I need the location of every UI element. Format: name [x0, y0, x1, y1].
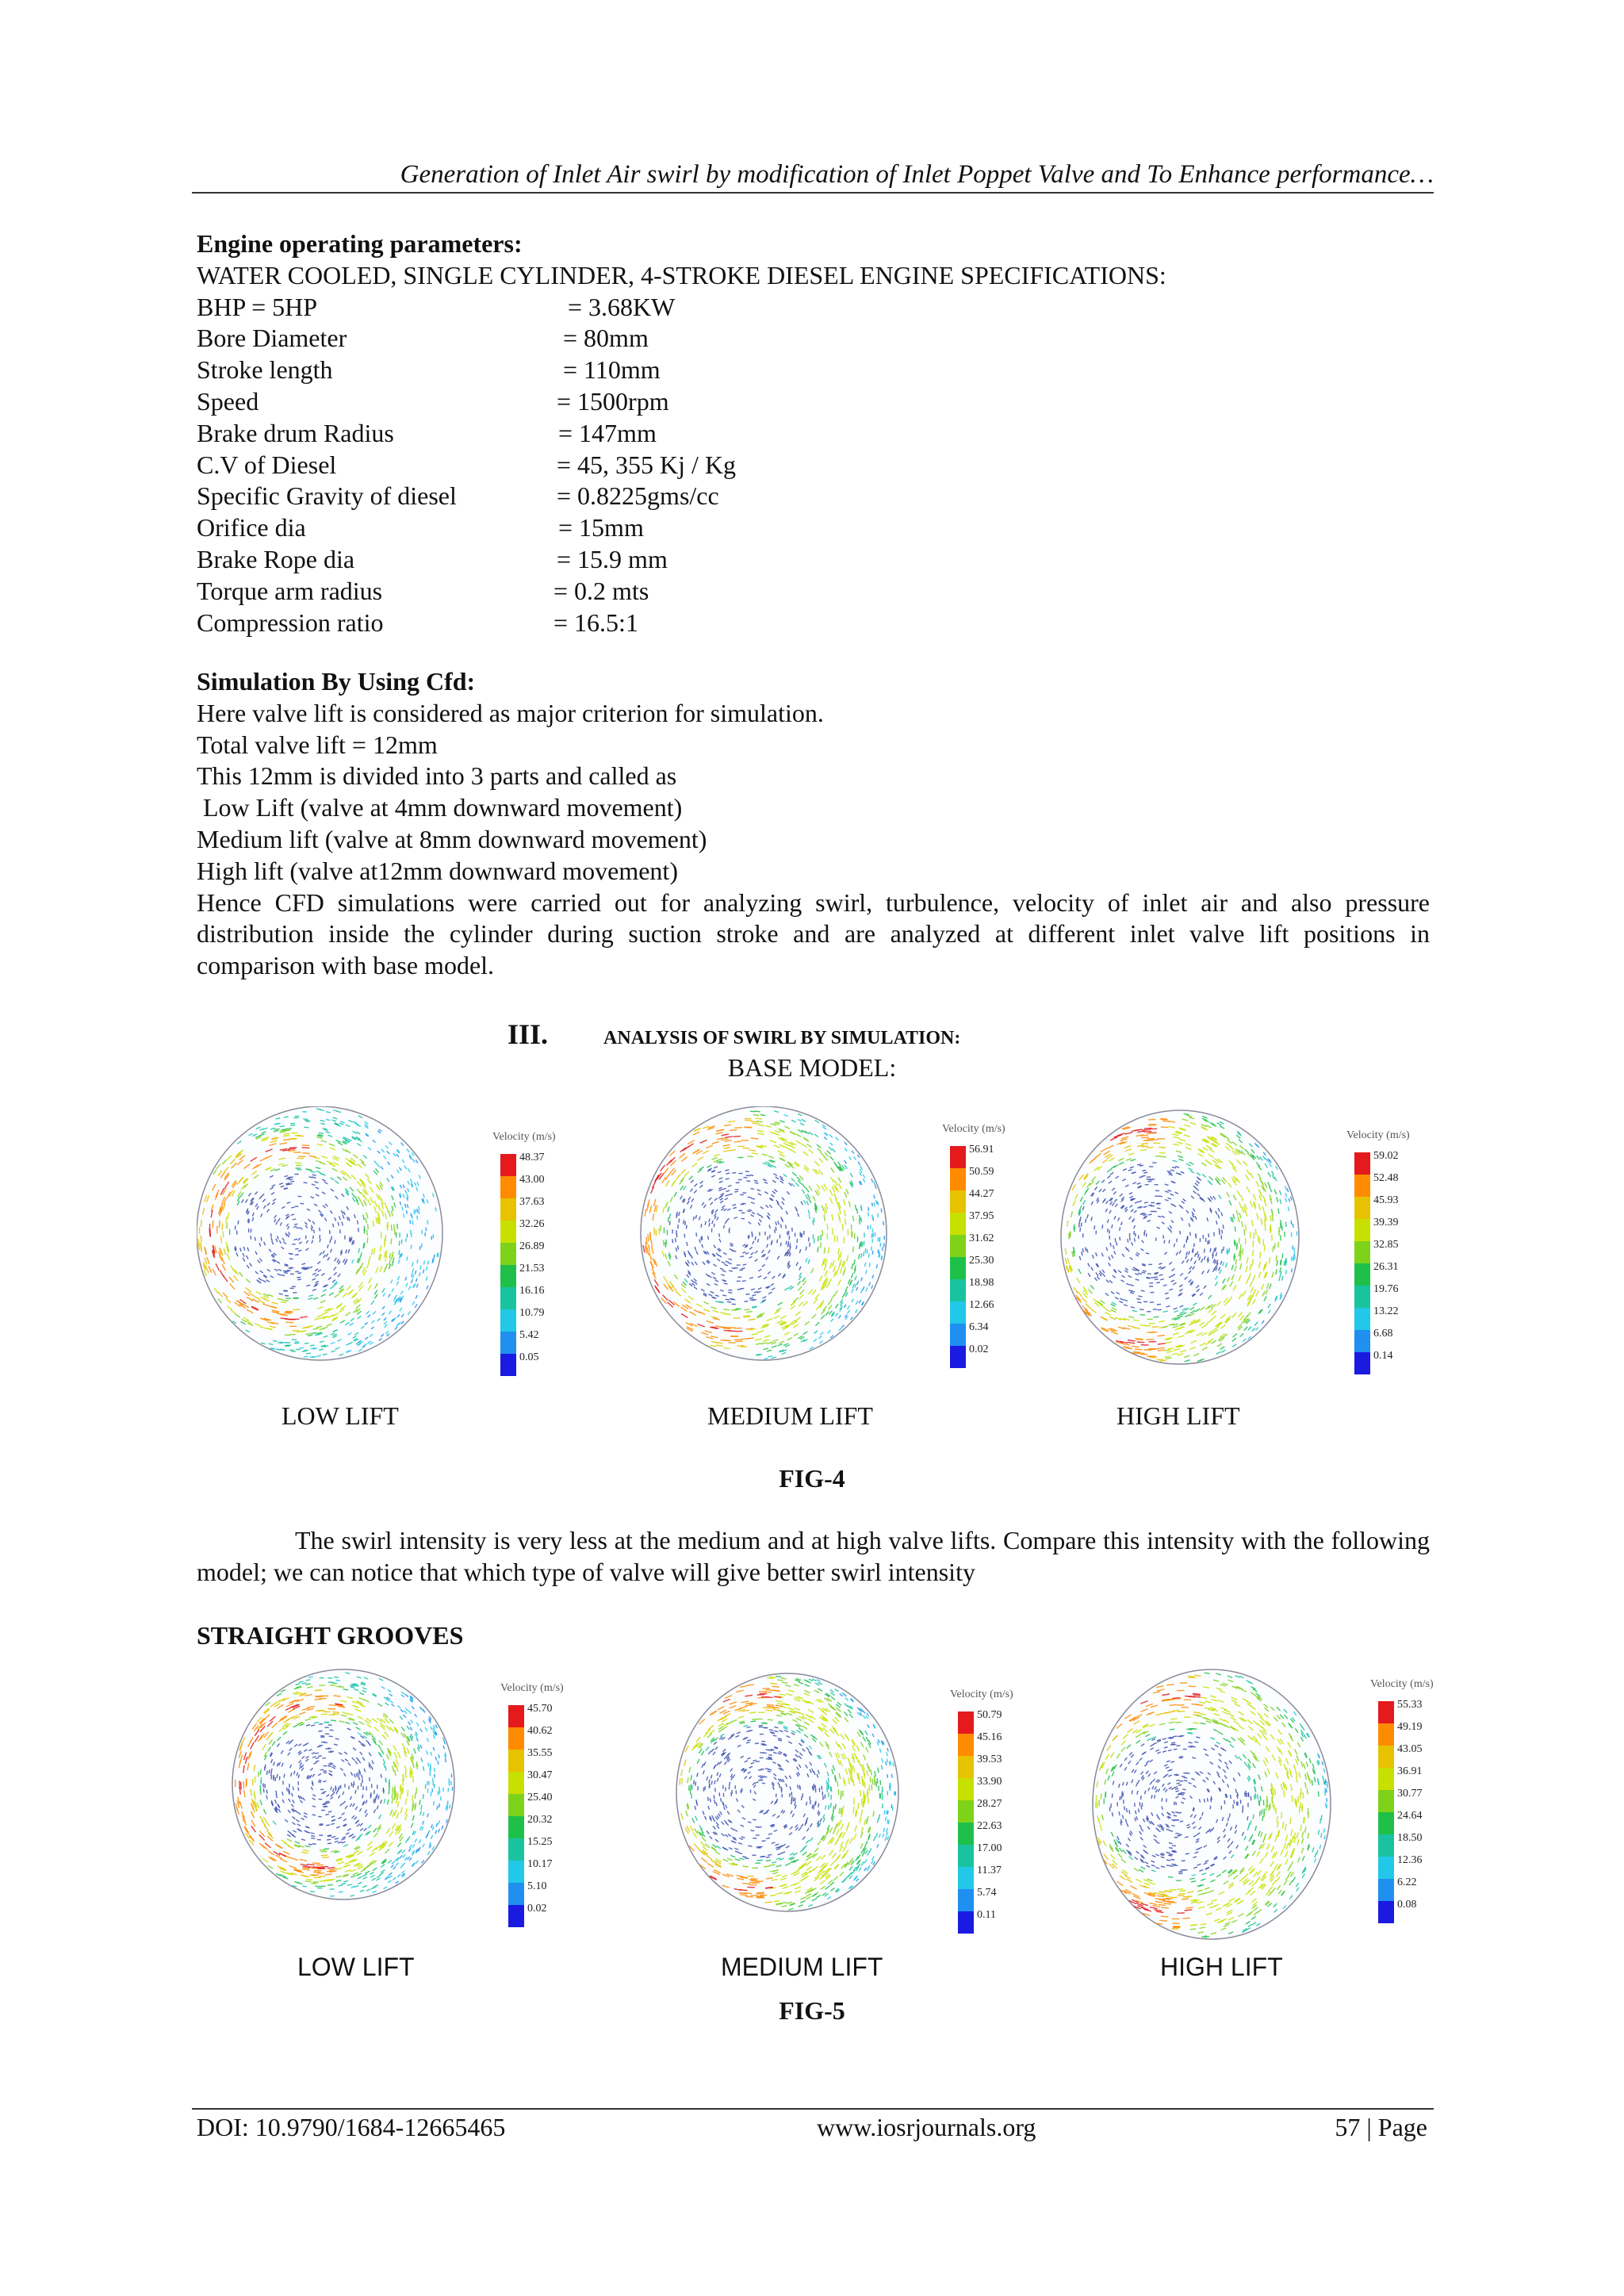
spec-row — [197, 544, 1430, 576]
legend-tick: 30.47 — [527, 1769, 553, 1781]
legend-swatch — [508, 1705, 524, 1727]
figure-4-images — [197, 1106, 1434, 1392]
spec-label: BHP = 5HP — [197, 292, 318, 321]
engine-heading: Engine operating parameters: — [197, 229, 523, 258]
legend-swatch — [958, 1711, 974, 1734]
legend-tick: 45.16 — [977, 1731, 1002, 1743]
spec-list — [197, 292, 1430, 639]
legend-swatch — [500, 1154, 516, 1176]
legend-tick: 33.90 — [977, 1776, 1002, 1788]
spec-label: Bore Diameter — [197, 324, 347, 353]
legend-tick: 50.59 — [969, 1166, 994, 1178]
legend-swatch — [1378, 1834, 1394, 1857]
legend-swatch — [950, 1346, 966, 1368]
legend-tick: 43.05 — [1397, 1743, 1423, 1755]
legend-tick: 40.62 — [527, 1725, 553, 1737]
legend-swatch — [1378, 1723, 1394, 1746]
legend-tick: 11.37 — [977, 1865, 1002, 1876]
fig5-plot-0 — [232, 1669, 564, 1927]
legend-swatch — [1354, 1241, 1370, 1263]
legend-swatch — [500, 1332, 516, 1354]
legend-swatch — [508, 1883, 524, 1905]
spec-row — [197, 512, 1430, 544]
spec-value: = 16.5:1 — [553, 608, 638, 637]
legend-swatch — [508, 1750, 524, 1772]
legend-tick: 0.08 — [1397, 1899, 1417, 1911]
legend-swatch — [1354, 1197, 1370, 1219]
legend-swatch — [1378, 1768, 1394, 1790]
legend-tick: 32.26 — [519, 1218, 545, 1230]
legend-swatch — [1378, 1701, 1394, 1723]
legend-tick: 43.00 — [519, 1174, 545, 1186]
legend-tick: 24.64 — [1397, 1810, 1423, 1822]
legend-tick: 12.36 — [1397, 1854, 1423, 1866]
legend-swatch — [1378, 1790, 1394, 1812]
fig4-plot-2 — [1061, 1110, 1410, 1374]
legend-tick: 28.27 — [977, 1798, 1002, 1810]
legend-swatch — [950, 1257, 966, 1279]
sim-paragraph-line: comparison with base model. — [197, 951, 495, 980]
sim-line: Here valve lift is considered as major criterion for simulation. — [197, 698, 824, 727]
fig4-caption: FIG-4 — [779, 1464, 845, 1493]
legend-tick: 0.02 — [527, 1903, 547, 1915]
legend-swatch — [1378, 1879, 1394, 1901]
legend-tick: 26.31 — [1373, 1261, 1399, 1273]
subtitle-text: BASE MODEL: — [727, 1053, 897, 1082]
legend-swatch — [950, 1168, 966, 1190]
velocity-legend — [942, 1123, 1005, 1368]
base-model-subtitle — [0, 1053, 1624, 1083]
legend-swatch — [508, 1838, 524, 1861]
spec-label: Orifice dia — [197, 513, 306, 542]
legend-swatch — [1378, 1857, 1394, 1879]
legend-tick: 31.62 — [969, 1232, 994, 1244]
spec-value: = 110mm — [563, 355, 661, 385]
simulation-heading: Simulation By Using Cfd: — [197, 667, 476, 696]
fig4-label-medium: MEDIUM LIFT — [707, 1401, 873, 1430]
legend-tick: 15.25 — [527, 1836, 553, 1848]
legend-tick: 55.33 — [1397, 1699, 1423, 1711]
legend-tick: 6.22 — [1397, 1876, 1417, 1888]
running-title: Generation of Inlet Air swirl by modification of Inlet Poppet Valve and To Enhance performance… — [400, 160, 1434, 189]
spec-row — [197, 481, 1430, 512]
fig4-svg — [197, 1106, 1434, 1392]
spec-value: = 80mm — [563, 324, 649, 353]
fig5-plot-1 — [676, 1673, 1013, 1934]
spec-value: = 147mm — [558, 418, 657, 447]
fig5-label-high: HIGH LIFT — [1160, 1953, 1283, 1981]
legend-tick: 56.91 — [969, 1144, 994, 1156]
sim-line: High lift (valve at12mm downward movement) — [197, 856, 678, 885]
legend-swatch — [508, 1861, 524, 1883]
legend-tick: 17.00 — [977, 1842, 1002, 1854]
legend-swatch — [500, 1176, 516, 1198]
spec-row — [197, 418, 1430, 450]
fig5-svg — [197, 1665, 1434, 1951]
legend-tick: 13.22 — [1373, 1305, 1399, 1317]
legend-tick: 50.79 — [977, 1709, 1002, 1721]
legend-swatch — [958, 1889, 974, 1911]
engine-parameters-section — [197, 228, 1430, 638]
legend-tick: 0.14 — [1373, 1350, 1393, 1362]
footer-website: www.iosrjournals.org — [817, 2113, 1036, 2141]
legend-tick: 48.37 — [519, 1152, 545, 1163]
legend-tick: 0.11 — [977, 1909, 996, 1921]
footer-doi: DOI: 10.9790/1684-12665465 — [197, 2113, 506, 2141]
legend-title: Velocity (m/s) — [950, 1688, 1013, 1700]
legend-tick: 45.93 — [1373, 1194, 1399, 1206]
legend-tick: 37.63 — [519, 1196, 545, 1208]
legend-tick: 39.53 — [977, 1754, 1002, 1765]
legend-tick: 25.30 — [969, 1255, 994, 1267]
legend-swatch — [950, 1190, 966, 1213]
legend-swatch — [1378, 1901, 1394, 1923]
spec-label: Stroke length — [197, 355, 333, 385]
figure-5-images — [197, 1665, 1434, 1951]
legend-swatch — [950, 1279, 966, 1301]
spec-value: = 0.8225gms/cc — [557, 481, 719, 511]
fig5-plot-2 — [1093, 1669, 1434, 1939]
legend-swatch — [500, 1287, 516, 1309]
legend-tick: 16.16 — [519, 1285, 545, 1297]
spec-value: = 0.2 mts — [553, 576, 649, 605]
legend-tick: 6.68 — [1373, 1328, 1393, 1340]
legend-tick: 37.95 — [969, 1210, 994, 1222]
swirl-paragraph: The swirl intensity is very less at the medium and at high valve lifts. Compare this intensity with the following model; we can notice that which type of valve will give better swirl intensity — [197, 1526, 1430, 1586]
legend-swatch — [1354, 1286, 1370, 1308]
legend-swatch — [958, 1911, 974, 1934]
legend-swatch — [500, 1265, 516, 1287]
legend-swatch — [958, 1734, 974, 1756]
cylinder-outline — [641, 1106, 887, 1360]
legend-tick: 19.76 — [1373, 1283, 1399, 1295]
section-heading — [508, 1018, 960, 1051]
legend-title: Velocity (m/s) — [492, 1131, 556, 1143]
legend-swatch — [1354, 1330, 1370, 1352]
legend-tick: 5.42 — [519, 1329, 539, 1341]
legend-tick: 59.02 — [1373, 1150, 1399, 1162]
spec-label: Speed — [197, 386, 259, 416]
legend-tick: 49.19 — [1397, 1721, 1423, 1733]
legend-swatch — [958, 1823, 974, 1845]
spec-value: = 15.9 mm — [557, 544, 668, 573]
legend-tick: 12.66 — [969, 1299, 994, 1311]
legend-swatch — [500, 1309, 516, 1332]
footer-rule — [192, 2108, 1434, 2110]
legend-swatch — [1354, 1352, 1370, 1374]
legend-tick: 39.39 — [1373, 1217, 1399, 1228]
spec-value: = 3.68KW — [568, 292, 676, 321]
spec-value: = 15mm — [558, 513, 644, 542]
simulation-section — [197, 666, 1430, 982]
legend-swatch — [950, 1235, 966, 1257]
legend-swatch — [958, 1845, 974, 1867]
legend-tick: 6.34 — [969, 1321, 989, 1333]
spec-row — [197, 323, 1430, 355]
legend-tick: 22.63 — [977, 1820, 1002, 1832]
legend-swatch — [508, 1794, 524, 1816]
legend-swatch — [508, 1727, 524, 1750]
legend-swatch — [1354, 1219, 1370, 1241]
section-number: III. — [508, 1018, 549, 1050]
header-rule — [192, 192, 1434, 194]
legend-tick: 20.32 — [527, 1814, 553, 1826]
sim-line: This 12mm is divided into 3 parts and called as — [197, 761, 677, 791]
sim-paragraph-line: Hence CFD simulations were carried out for analyzing swirl, turbulence, velocity of inlet air and also pressure — [197, 887, 1430, 917]
fig5-caption: FIG-5 — [779, 1996, 845, 2025]
spec-row — [197, 292, 1430, 324]
fig4-plot-0 — [197, 1106, 556, 1376]
legend-tick: 21.53 — [519, 1263, 545, 1274]
spec-row — [197, 608, 1430, 639]
sim-line: Total valve lift = 12mm — [197, 730, 438, 759]
legend-tick: 35.55 — [527, 1747, 553, 1759]
sim-line: Medium lift (valve at 8mm downward movement) — [197, 824, 707, 853]
spec-row — [197, 386, 1430, 418]
legend-swatch — [958, 1800, 974, 1823]
legend-tick: 0.05 — [519, 1351, 539, 1363]
legend-tick: 44.27 — [969, 1188, 994, 1200]
fig4-label-high: HIGH LIFT — [1116, 1401, 1240, 1430]
velocity-legend — [1346, 1129, 1410, 1374]
spec-row — [197, 576, 1430, 608]
spec-label: Brake drum Radius — [197, 418, 394, 447]
legend-title: Velocity (m/s) — [500, 1682, 564, 1694]
legend-swatch — [1354, 1308, 1370, 1330]
legend-tick: 10.17 — [527, 1858, 553, 1870]
spec-value: = 1500rpm — [557, 386, 669, 416]
fig4-plot-1 — [641, 1106, 1005, 1368]
footer-page-number: 57 | Page — [1335, 2113, 1427, 2141]
fig5-label-medium: MEDIUM LIFT — [721, 1953, 883, 1981]
velocity-legend — [950, 1688, 1013, 1934]
velocity-legend — [1370, 1678, 1434, 1923]
legend-swatch — [958, 1756, 974, 1778]
legend-swatch — [1378, 1746, 1394, 1768]
legend-tick: 5.74 — [977, 1887, 997, 1899]
legend-swatch — [1354, 1263, 1370, 1286]
specs-title: WATER COOLED, SINGLE CYLINDER, 4-STROKE DIESEL ENGINE SPECIFICATIONS: — [197, 260, 1166, 289]
legend-swatch — [950, 1146, 966, 1168]
legend-tick: 52.48 — [1373, 1172, 1399, 1184]
spec-label: Brake Rope dia — [197, 544, 355, 573]
sim-line: Low Lift (valve at 4mm downward movement) — [197, 793, 683, 822]
sim-paragraph-line: distribution inside the cylinder during suction stroke and are analyzed at different inlet valve lift positions in — [197, 919, 1430, 949]
legend-title: Velocity (m/s) — [942, 1123, 1005, 1135]
fig4-label-low: LOW LIFT — [282, 1401, 399, 1430]
legend-tick: 10.79 — [519, 1307, 545, 1319]
velocity-legend — [492, 1131, 556, 1376]
legend-tick: 5.10 — [527, 1880, 547, 1892]
legend-swatch — [508, 1816, 524, 1838]
legend-swatch — [500, 1243, 516, 1265]
legend-tick: 45.70 — [527, 1703, 553, 1715]
spec-value: = 45, 355 Kj / Kg — [557, 450, 737, 479]
spec-label: C.V of Diesel — [197, 450, 337, 479]
legend-swatch — [508, 1772, 524, 1794]
velocity-legend — [500, 1682, 564, 1927]
legend-tick: 32.85 — [1373, 1239, 1399, 1251]
straight-grooves-heading: STRAIGHT GROOVES — [197, 1621, 464, 1650]
legend-swatch — [958, 1778, 974, 1800]
fig5-label-low: LOW LIFT — [297, 1953, 415, 1981]
legend-swatch — [1354, 1152, 1370, 1175]
spec-label: Torque arm radius — [197, 576, 383, 605]
spec-row — [197, 450, 1430, 481]
spec-row — [197, 355, 1430, 386]
legend-tick: 25.40 — [527, 1792, 553, 1803]
legend-tick: 18.50 — [1397, 1832, 1423, 1844]
legend-swatch — [950, 1324, 966, 1346]
legend-tick: 0.02 — [969, 1343, 989, 1355]
spec-label: Compression ratio — [197, 608, 384, 637]
legend-tick: 30.77 — [1397, 1788, 1423, 1800]
cylinder-outline — [232, 1669, 454, 1899]
legend-swatch — [508, 1905, 524, 1927]
legend-swatch — [958, 1867, 974, 1889]
legend-tick: 36.91 — [1397, 1765, 1423, 1777]
spec-label: Specific Gravity of diesel — [197, 481, 457, 511]
legend-tick: 26.89 — [519, 1240, 545, 1252]
legend-swatch — [500, 1198, 516, 1221]
cylinder-outline — [1061, 1110, 1299, 1364]
legend-swatch — [1354, 1175, 1370, 1197]
legend-title: Velocity (m/s) — [1370, 1678, 1434, 1690]
legend-swatch — [950, 1213, 966, 1235]
legend-swatch — [950, 1301, 966, 1324]
legend-title: Velocity (m/s) — [1346, 1129, 1410, 1141]
section-title: ANALYSIS OF SWIRL BY SIMULATION: — [603, 1028, 961, 1048]
legend-swatch — [500, 1354, 516, 1376]
legend-tick: 18.98 — [969, 1277, 994, 1289]
legend-swatch — [500, 1221, 516, 1243]
legend-swatch — [1378, 1812, 1394, 1834]
